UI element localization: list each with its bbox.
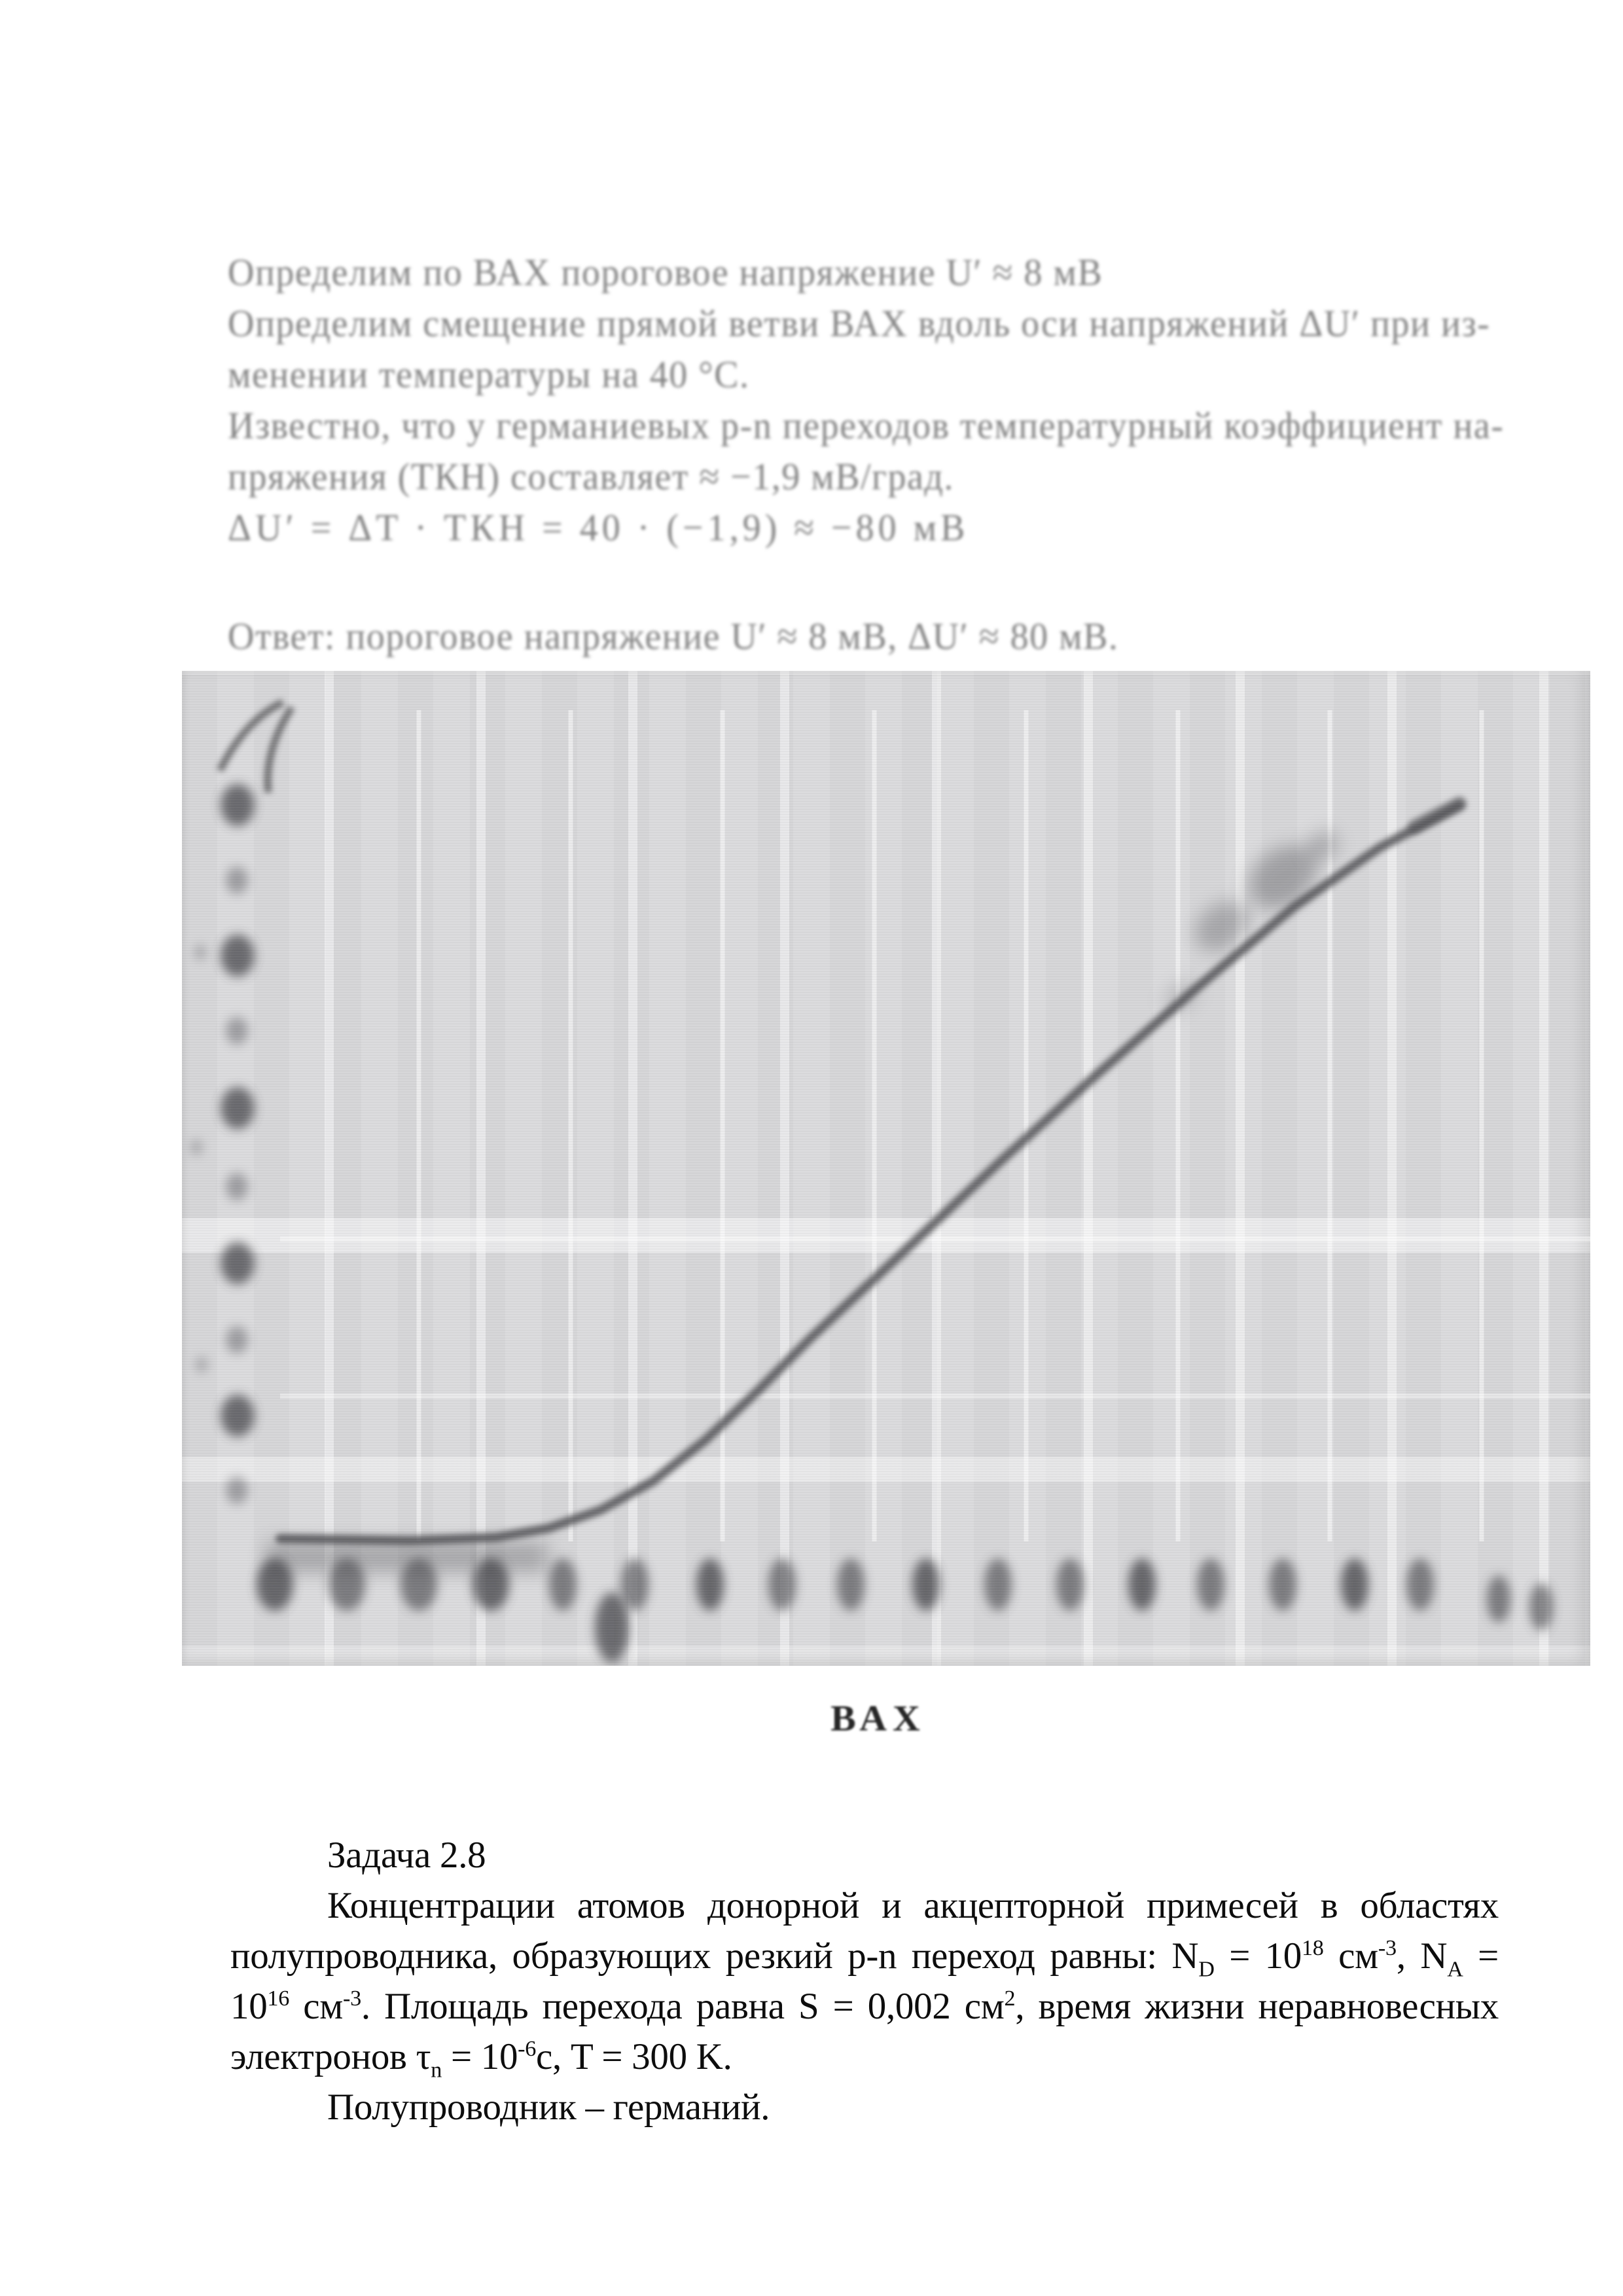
ocr-line: менении температуры на 40 °С. [228, 353, 750, 397]
tick-label-blobs [190, 784, 1553, 1663]
ocr-line: Известно, что у германиевых p-n переходов температурный коэффициент на- [228, 404, 1505, 448]
degraded-solution-text [228, 247, 1505, 662]
axes [220, 702, 1589, 1573]
iv-curve [280, 804, 1459, 1541]
ocr-line: Определим смещение прямой ветви ВАХ вдоль оси напряжений ΔU′ при из- [228, 302, 1491, 346]
ocr-answer-line: Ответ: пороговое напряжение U′ ≈ 8 мВ, ΔU′ ≈ 80 мВ. [228, 615, 1119, 658]
problem-line: полупроводника, образующих резкий p-n переход равны: $N_D = 10^{18}$ $см^{-3}$, $N_A$ = [230, 1935, 1499, 1982]
problem-statement [230, 1830, 1499, 2132]
problem-line: электронов $\tau_n = 10^{-6}с$, T = 300 K. [230, 2036, 732, 2083]
ocr-line: пряжения (ТКН) составляет ≈ −1,9 мВ/град. [228, 456, 954, 499]
ocr-line: Определим по ВАХ пороговое напряжение U′ ≈ 8 мВ [228, 251, 1103, 295]
problem-title: Задача 2.8 [327, 1835, 486, 1876]
problem-line: Полупроводник – германий. [327, 2087, 770, 2128]
problem-line: $10^{16}$ $см^{-3}$. Площадь перехода равна S = 0,002 $см^2$, время жизни неравновесных [230, 1986, 1499, 2027]
ocr-formula-line: ΔU′ = ΔT · ТКН = 40 · (−1,9) ≈ −80 мВ [228, 507, 969, 550]
iv-curve-graph [182, 671, 1590, 1666]
figure-caption: ВАХ [830, 1698, 926, 1739]
iv-curve-scan-figure [182, 671, 1590, 1666]
problem-line: Концентрации атомов донорной и акцепторной примесей в областях [327, 1885, 1499, 1926]
faint-gridlines [280, 710, 1590, 1541]
handwritten-smudge-annotation [1159, 826, 1344, 1017]
